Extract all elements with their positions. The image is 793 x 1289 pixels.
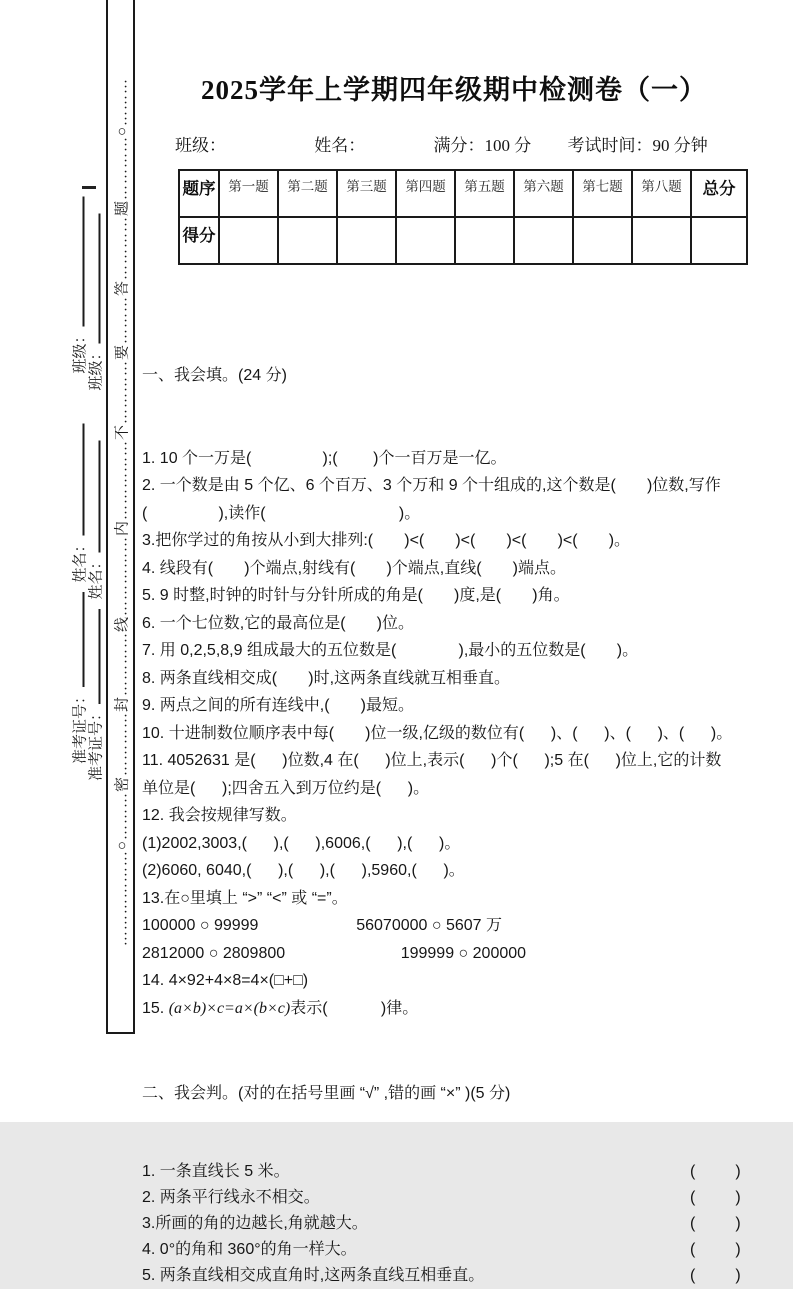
judge-question-text: 5. 两条直线相交成直角时,这两条直线互相垂直。 [142,1267,485,1284]
question-line: 8. 两条直线相交成( )时,这两条直线就互相垂直。 [142,669,511,687]
seal-margin-label-text: 姓名： [72,537,89,583]
judge-question-line [142,1237,790,1263]
score-table-header-cell: 总分 [691,170,747,217]
judge-question-text: 2. 两条平行线永不相交。 [142,1189,320,1206]
fill-in-blank-line [86,213,101,343]
score-cell-empty [455,217,514,264]
score-table-header-cell: 第四题 [396,170,455,217]
question-line: 4. 线段有( )个端点,射线有( )个端点,直线( )端点。 [142,559,567,577]
seal-margin-label [85,440,106,599]
score-table-header-cell: 第三题 [337,170,396,217]
question-line: 7. 用 0,2,5,8,9 组成最大的五位数是( ),最小的五位数是( )。 [142,642,639,659]
judge-question-line [142,1263,790,1289]
score-table-header-row [179,170,747,217]
score-cell-empty [573,217,632,264]
judge-question-line [142,1185,790,1211]
seal-margin-label [85,213,106,390]
score-table-header-cell: 题序 [179,170,219,217]
score-table-header-cell: 第八题 [632,170,691,217]
section1-heading: 一、我会填。(24 分) [142,367,287,384]
score-table-header-cell: 第二题 [278,170,337,217]
section-2 [142,1029,790,1289]
score-cell-empty [219,217,278,264]
answer-parens: ( ) [690,1189,741,1206]
answer-parens: ( ) [690,1241,741,1258]
answer-parens: ( ) [690,1267,741,1284]
question-line-15 [142,995,790,1023]
score-cell-empty [691,217,747,264]
seal-margin-label-text: 班级： [72,328,89,374]
question-line: 5. 9 时整,时钟的时针与分针所成的角是( )度,是( )角。 [142,587,570,604]
question-line: 13.在○里填上 “>” “<” 或 “=”。 [142,889,348,907]
info-line [142,131,790,156]
seal-margin-label-text: 准考证号： [88,705,105,782]
seal-margin-label-text: 准考证号： [72,688,89,765]
question-line: 1. 10 个一万是( );( )个一百万是一亿。 [142,449,507,467]
score-cell-empty [278,217,337,264]
question-line: 单位是( );四舍五入到万位约是( )。 [142,779,430,797]
score-table-header-cell: 第七题 [573,170,632,217]
judge-question-line [142,1159,790,1185]
question-line: 11. 4052631 是( )位数,4 在( )位上,表示( )个( );5 在( )位上,它的计数 [142,752,722,769]
question-line: 3.把你学过的角按从小到大排列:( )<( )<( )<( )<( )。 [142,532,631,549]
judge-question-text: 3.所画的角的边越长,角就越大。 [142,1215,368,1232]
question-text: 表示( )律。 [290,999,419,1017]
question-line: 6. 一个七位数,它的最高位是( )位。 [142,614,415,632]
judge-question-line [142,1211,790,1237]
question-line: ( ),读作( )。 [142,504,421,522]
section2-heading: 二、我会判。(对的在括号里画 “√” ,错的画 “×” )(5 分) [142,1085,511,1102]
question-line: (2)6060, 6040,( ),( ),( ),5960,( )。 [142,862,465,879]
seal-line-strip [106,0,135,1034]
score-table-header-cell: 第一题 [219,170,278,217]
section-1 [142,307,790,1022]
score-table-header-cell: 第五题 [455,170,514,217]
fill-in-blank-line [86,609,101,704]
fill-in-blank-line [70,196,85,326]
question-line: 12. 我会按规律写数。 [142,807,297,824]
question-line: 2. 一个数是由 5 个亿、6 个百万、3 个万和 9 个十组成的,这个数是( )位数,写作 [142,477,721,494]
judge-question-text: 1. 一条直线长 5 米。 [142,1163,290,1180]
page-title: 2025学年上学期四年级期中检测卷（一） [201,75,707,105]
question-line: 2812000 ○ 2809800 199999 ○ 200000 [142,944,527,962]
fill-in-blank-line [70,592,85,687]
score-cell-empty [337,217,396,264]
math-formula: (a×b)×c=a×(b×c) [168,999,291,1017]
score-cell-empty [632,217,691,264]
exam-time-label: 考试时间：90 分钟 [567,136,708,155]
question-line: 14. 4×92+4×8=4×(□+□) [142,972,309,989]
score-cell-empty [514,217,573,264]
seal-margin-label-text: 姓名： [88,554,105,600]
fill-in-blank-line [86,440,101,552]
question-line: 100000 ○ 99999 56070000 ○ 5607 万 [142,917,503,934]
score-table-header-cell: 第六题 [514,170,573,217]
seal-line-text: ………………○………密…………封…………线……………内……………不…………要………答…………题…………○……… [114,77,130,947]
score-cell-empty [396,217,455,264]
judge-question-text: 4. 0°的角和 360°的角一样大。 [142,1241,357,1258]
score-table [178,169,748,265]
name-label: 姓名： [314,136,366,155]
question-line: (1)2002,3003,( ),( ),6006,( ),( )。 [142,834,461,852]
score-row-label: 得分 [179,217,219,264]
class-label: 班级： [175,136,226,155]
seal-margin-label [85,609,106,781]
full-score-label: 满分：100 分 [433,136,532,155]
question-text: 15. [142,999,169,1017]
answer-parens: ( ) [690,1215,741,1232]
answer-parens: ( ) [690,1163,741,1180]
question-line: 10. 十进制数位顺序表中每( )位一级,亿级的数位有( )、( )、( )、( )。 [142,724,733,742]
score-table-score-row [179,217,747,264]
content-column [142,0,790,1289]
fill-in-blank-line [70,423,85,535]
fold-mark-dash [82,186,96,189]
seal-margin-label-text: 班级： [88,345,105,391]
question-line: 9. 两点之间的所有连线中,( )最短。 [142,697,415,714]
